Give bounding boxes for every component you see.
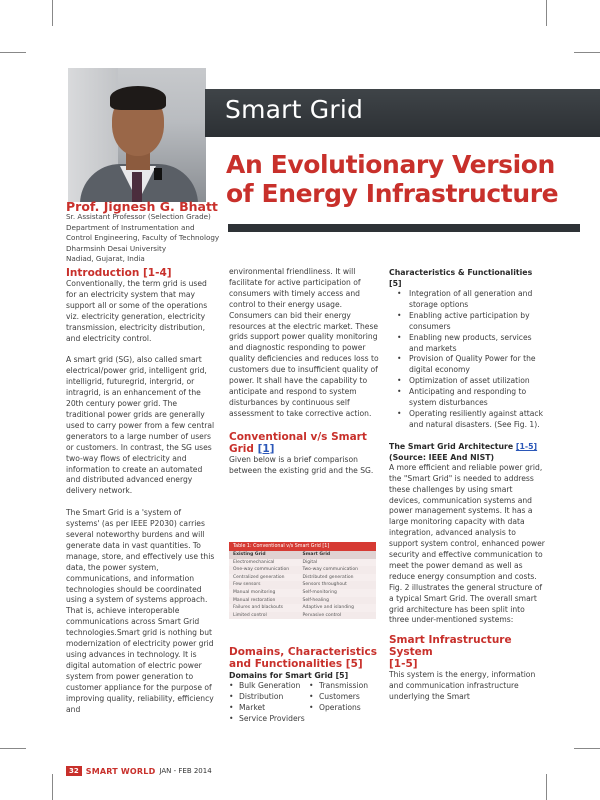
table-cell: Electromechanical [233,559,275,565]
list-item: • Bulk Generation [229,681,309,692]
list-item: • Enabling new products, services and markets [389,333,545,355]
list-item: • Service Providers [229,714,309,725]
paragraph: This system is the energy, information and communication infrastructure underlying the Smart [389,670,536,702]
table-cell: Sensors throughout [302,582,347,588]
author-line: Sr. Assistant Professor (Selection Grade) [66,212,211,221]
author-line: Nadiad, Gujarat, India [66,254,145,264]
column-2 [229,267,381,477]
list-item: • Customers [309,692,389,703]
comparison-table [229,542,376,619]
crop-mark [0,52,26,53]
crop-mark [546,774,547,800]
crop-mark [574,748,600,749]
table-cell: Distributed generation [302,574,354,580]
table-cell: Limited control [233,612,267,618]
table-cell: Two-way communication [302,567,358,573]
infrastructure-heading: Smart Infrastructure System [1-5] [389,634,512,671]
table-row [229,597,376,605]
conventional-heading: Conventional v/s Smart Grid [1] [229,430,367,455]
paragraph: Conventionally, the term grid is used for an electricity system that may support all or some of the operations viz. electricity generation, electricity transmission, electricity distribution, and electricity control. [66,279,208,343]
table-cell: Pervasive control [302,612,342,618]
table-cell: Manual restoration [233,597,276,603]
crop-mark [546,0,547,26]
table-row [229,566,376,574]
table-cell: Failures and blackouts [233,605,283,611]
list-item: • Integration of all generation and storage options [389,289,545,311]
author-name: Prof. Jignesh G. Bhatt [66,199,218,214]
characteristics-heading: Characteristics & Functionalities [5] [389,268,533,288]
domains-list [229,681,381,725]
list-item: • Operating resiliently against attack and natural disasters. (See Fig. 1). [389,409,545,431]
list-item: • Provision of Quality Power for the digital economy [389,354,545,376]
article-title-line-1: An Evolutionary Version [226,150,555,179]
section-title: Smart Grid [225,95,364,124]
domains-heading: Domains, Characteristics and Functionalities [5] [229,646,377,670]
citation-link[interactable]: [1] [257,442,275,455]
author-photo [68,68,206,202]
table-row [229,574,376,582]
author-line: Dharmsinh Desai University [66,243,167,253]
table-cell: One-way communication [233,567,290,573]
column-1 [66,267,216,726]
table-row [229,581,376,589]
table-body [229,559,376,620]
crop-mark [574,52,600,53]
table-caption: Table 1: Conventional v/s Smart Grid [1] [229,542,376,551]
list-item: • Transmission [309,681,389,692]
crop-mark [0,748,26,749]
author-line: Department of Instrumentation and [66,222,195,232]
crop-mark [52,0,53,26]
table-row [229,559,376,567]
magazine-brand: SMART WORLD [85,766,156,776]
characteristics-list [389,289,545,431]
list-item: • Optimization of asset utilization [389,376,545,387]
architecture-heading: The Smart Grid Architecture [1-5] (Source: IEEE And NIST) [389,441,538,462]
list-item: • Enabling active participation by consumers [389,311,545,333]
domains-subheading: Domains for Smart Grid [5] [229,671,349,680]
author-line: Control Engineering, Faculty of Technology [66,233,220,243]
table-cell: Self-monitoring [302,589,337,595]
column-2-lower [229,646,381,725]
title-rule [228,224,580,232]
column-3 [389,267,545,714]
article-title-line-2: of Energy Infrastructure [226,179,559,208]
paragraph: Given below is a brief comparison between the existing grid and the SG. [229,454,374,475]
paragraph: A smart grid (SG), also called smart electrical/power grid, intelligent grid, intelligrid, futuregrid, intergrid, or intragrid, is an enhancement of the 20th century power grid. The traditional power grids are generally used to carry power from a few central generators to a large number of users or customers. In contrast, the SG uses two-way flows of electricity and information to create an automated and distributed advanced energy delivery network. [66,355,215,496]
table-row [229,589,376,597]
author-affiliation [66,212,219,265]
paragraph: environmental friendliness. It will facilitate for active participation of consumers with timely access and control to their energy usage. Consumers can bid their energy resources at the electric market. These grids support power quality monitoring and diagnostic responding to power quality deficiencies and reduces loss to customers due to insufficient quality of power. It shall have the capability to anticipate and respond to system disturbances by continuous self assessment to take corrective action. [229,267,379,418]
crop-mark [52,774,53,800]
table-row [229,612,376,620]
page-footer [66,766,212,776]
issue-date: JAN - FEB 2014 [159,767,212,775]
page-number: 32 [66,766,82,776]
citation-link[interactable]: [1-5] [515,441,538,451]
table-cell: Digital [302,559,318,565]
table-cell: Self-healing [302,597,329,603]
list-item: • Distribution [229,692,309,703]
paragraph: A more efficient and reliable power grid, the "Smart Grid" is needed to address these challenges by using smart devices, communication systems and power management systems. It has a large monitoring capacity with data integration, advanced analysis to support system control, enhanced power security and effective communication to meet the power demand as well as reduce energy consumption and costs. Fig. 2 illustrates the general structure of a typical Smart Grid. The overall smart grid architecture has been split into three under-mentioned systems: [389,462,545,625]
list-item: • Anticipating and responding to system disturbances [389,387,545,409]
list-item: • Operations [309,703,389,714]
table-cell: Manual monitoring [233,589,276,595]
table-header-row: Existing Grid Smart Grid [229,551,376,559]
list-item: • Market [229,703,309,714]
table-cell: Centralized generation [233,574,285,580]
table-row [229,604,376,612]
article-title [226,150,586,208]
intro-heading: Introduction [1-4] [66,267,172,279]
paragraph: The Smart Grid is a 'system of systems' (as per IEEE P2030) carries several noteworthy burdens and will generate data in vast quantities. To manage, store, and effectively use this data, the power system, communications, and information technologies should be coordinated using a system of systems approach. That is, achieve interoperable communications across Smart Grid technologies.Smart grid is nothing but modernization of electricity power grid using advances in technology. It is digital automation of electric power system from power generation to customer appliance for the purpose of improving quality, reliability, efficiency and [66,508,215,714]
table-cell: Few sensors [233,582,261,588]
table-cell: Adaptive and islanding [302,605,355,611]
